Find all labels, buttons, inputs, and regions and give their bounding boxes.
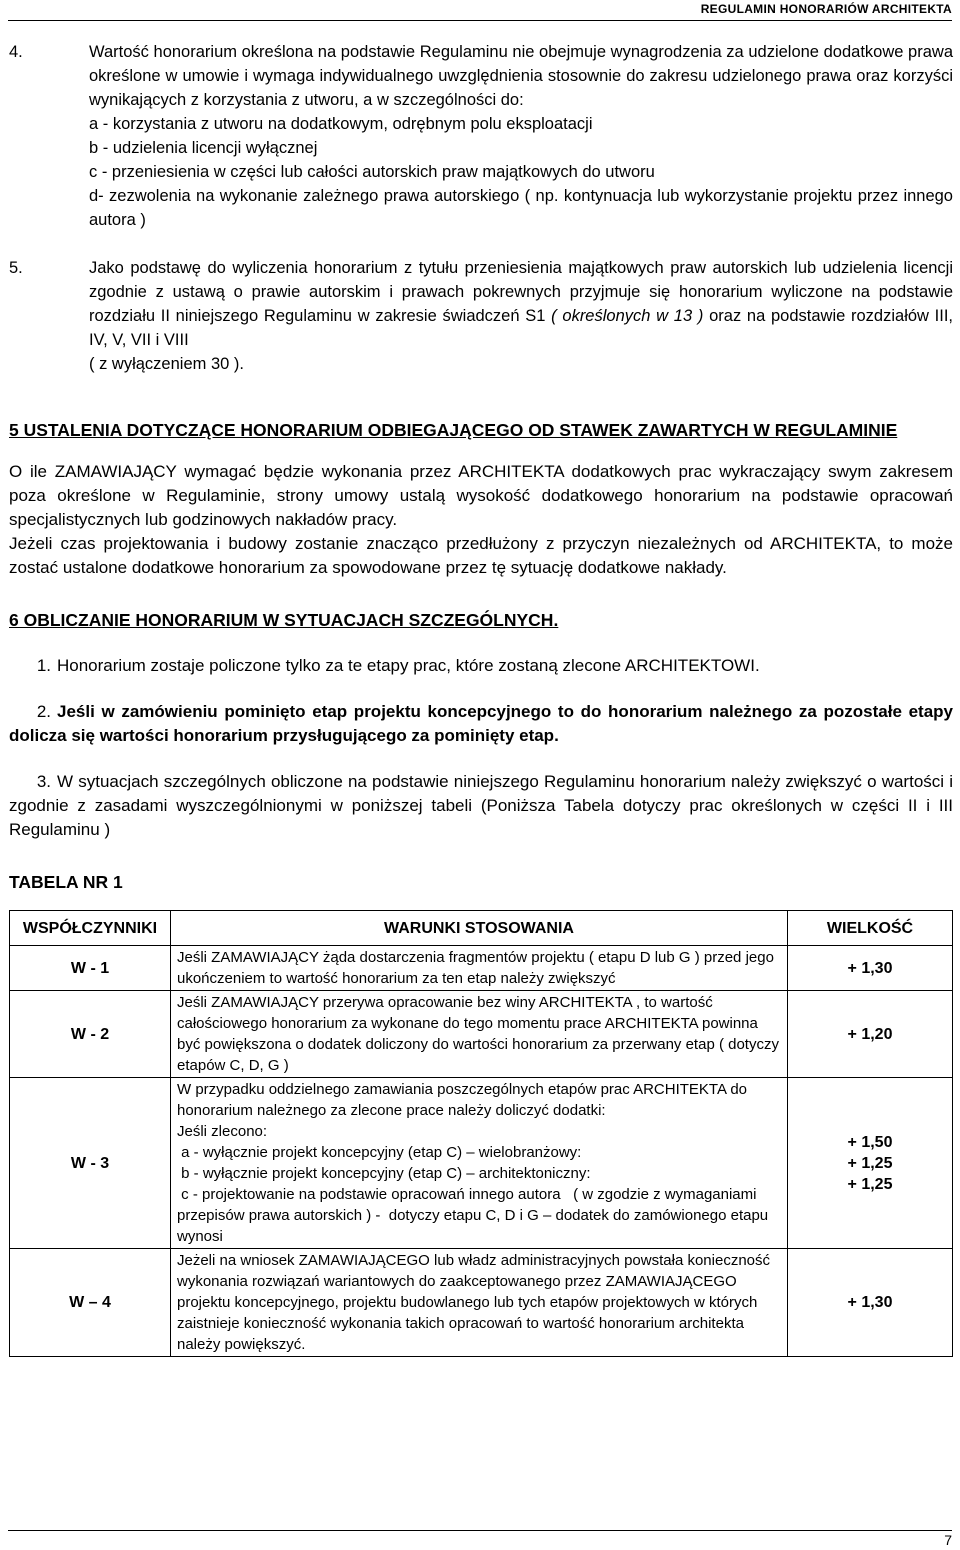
value-line: + 1,30 xyxy=(847,1294,893,1311)
condition-line: W przypadku oddzielnego zamawiania poszczególnych etapów prac ARCHITEKTA do honorarium należnego za zlecone prace należy doliczyć dodatki: xyxy=(177,1081,748,1119)
section-5-paragraph-1: O ile ZAMAWIAJĄCY wymagać będzie wykonania przez ARCHITEKTA dodatkowych prac wykraczający swym zakresem poza określone w Regulaminie, strony umowy ustalą wysokość dodatkowego honorarium na podstawie opracowań specjalistycznych lub godzinowych nakładów pracy. xyxy=(9,462,953,529)
table-row xyxy=(10,1078,953,1249)
document-body xyxy=(9,40,953,1357)
table-title: TABELA NR 1 xyxy=(9,872,123,892)
document-header-title: REGULAMIN HONORARIÓW ARCHITEKTA xyxy=(700,2,952,16)
value-line: + 1,30 xyxy=(847,959,893,977)
condition-text xyxy=(171,1249,788,1357)
item-number: 5. xyxy=(9,259,23,277)
section-6-heading: 6 OBLICZANIE HONORARIUM W SYTUACJACH SZCZEGÓLNYCH. xyxy=(9,610,559,630)
subitem-d: d- zezwolenia na wykonanie zależnego prawa autorskiego ( np. kontynuacja lub wykorzystanie projektu przez innego autora ) xyxy=(89,187,953,229)
condition-line: b - wyłącznie projekt koncepcyjny (etap C) – architektoniczny: xyxy=(177,1165,591,1182)
section-6-point-2 xyxy=(9,700,953,748)
subitem-c: c - przeniesienia w części lub całości autorskich praw majątkowych do utworu xyxy=(89,163,655,181)
item5-text-b: oraz na podstawie rozdziałów III, IV, V, VII i VIII xyxy=(89,307,954,349)
point-text: W sytuacjach szczególnych obliczone na podstawie niniejszego Regulaminu honorarium należy zwiększyć o wartości i zgodnie z zasadami wyszczególnionymi w poniższej tabeli (Poniższa Tabela dotyczy prac określonych w części II i III Regulaminu ) xyxy=(9,772,953,839)
coefficients-table xyxy=(9,910,953,1357)
condition-line: c - projektowanie na podstawie opracowań innego autora ( w zgodzie z wymaganiami przepisów prawa autorskich ) - dotyczy etapu C, D i G – dodatek do zamówionego etapu wynosi xyxy=(177,1186,773,1245)
subitem-a: a - korzystania z utworu na dodatkowym, odrębnym polu eksploatacji xyxy=(89,115,593,133)
coefficient-code: W - 3 xyxy=(10,1078,171,1249)
section-6-point-3 xyxy=(9,770,953,842)
condition-text xyxy=(171,946,788,991)
point-number: 3. xyxy=(36,772,51,791)
header-value: WIELKOŚĆ xyxy=(788,911,953,946)
item5-text-a: Jako podstawę do wyliczenia honorarium z tytułu przeniesienia majątkowych praw autorskich lub udzielenia licencji zgodnie z ustawą o prawie autorskim i prawach pokrewnych przyjmuje się honorarium wyliczone na podstawie rozdziału II niniejszego Regulaminu w zakresie świadczeń S1 xyxy=(89,259,953,325)
condition-line: Jeśli zlecono: xyxy=(177,1123,268,1140)
section-5-heading: 5 USTALENIA DOTYCZĄCE HONORARIUM ODBIEGAJĄCEGO OD STAWEK ZAWARTYCH W REGULAMINIE xyxy=(9,420,898,440)
table-row xyxy=(10,1249,953,1357)
coefficient-value xyxy=(788,1078,953,1249)
coefficient-code: W – 4 xyxy=(10,1249,171,1357)
list-item-4 xyxy=(9,40,953,232)
coefficient-value xyxy=(788,1249,953,1357)
item-number: 4. xyxy=(9,43,23,61)
value-line: + 1,25 xyxy=(847,1175,893,1193)
header-coefficients: WSPÓŁCZYNNIKI xyxy=(10,911,171,946)
subitem-b: b - udzielenia licencji wyłącznej xyxy=(89,139,318,157)
header-conditions: WARUNKI STOSOWANIA xyxy=(171,911,788,946)
condition-line: a - wyłącznie projekt koncepcyjny (etap C) – wielobranżowy: xyxy=(177,1144,582,1161)
header-divider xyxy=(8,20,952,21)
value-line: + 1,50 xyxy=(847,1133,893,1151)
value-line: + 1,25 xyxy=(847,1154,893,1172)
condition-line: Jeżeli na wniosek ZAMAWIAJĄCEGO lub władz administracyjnych powstała konieczność wykonania rozwiązań wariantowych do zaakceptowanego przez ZAMAWIAJĄCEGO projektu koncepcyjnego, projektu budowlanego lub tych etapów projektowych w których zaistnieje konieczność wykonania takich opracowań to wartość honorarium architekta należy powiększyć. xyxy=(177,1252,771,1353)
condition-text xyxy=(171,991,788,1078)
coefficient-value xyxy=(788,991,953,1078)
table-row xyxy=(10,991,953,1078)
table-header-row xyxy=(10,911,953,946)
list-item-5 xyxy=(9,256,953,376)
section-6-point-1 xyxy=(9,654,953,678)
point-text: Honorarium zostaje policzone tylko za te etapy prac, które zostaną zlecone ARCHITEKTOWI. xyxy=(57,656,760,675)
table-row xyxy=(10,946,953,991)
item-text xyxy=(89,256,953,376)
coefficient-code: W - 2 xyxy=(10,991,171,1078)
item5-text-c: ( z wyłączeniem 30 ). xyxy=(89,355,244,373)
coefficient-value xyxy=(788,946,953,991)
section-5-paragraph-2: Jeżeli czas projektowania i budowy zostanie znacząco przedłużony z przyczyn niezależnych od ARCHITEKTA, to może zostać ustalone dodatkowe honorarium za spowodowane przez tę sytuację dodatkowe nakłady. xyxy=(9,534,953,577)
item-text: Wartość honorarium określona na podstawie Regulaminu nie obejmuje wynagrodzenia za udzielone dodatkowe prawa określone w umowie i wymaga indywidualnego uwzględnienia stosownie do zakresu udzielonego prawa oraz korzyści wynikających z korzystania z utworu, a w szczególności do: xyxy=(89,43,953,109)
point-text: Jeśli w zamówieniu pominięto etap projektu koncepcyjnego to do honorarium należnego za pozostałe etapy dolicza się wartości honorarium przysługującego za pominięty etap. xyxy=(9,702,953,745)
point-number: 1. xyxy=(36,656,51,675)
footer-divider xyxy=(8,1530,952,1531)
coefficient-code: W - 1 xyxy=(10,946,171,991)
point-number: 2. xyxy=(36,702,51,721)
condition-line: Jeśli ZAMAWIAJĄCY przerywa opracowanie bez winy ARCHITEKTA , to wartość całościowego honorarium za wykonane do tego momentu prace ARCHITEKTA powinna być powiększona o dodatek doliczony do wartości honorarium za przerwany etap ( dotyczy etapów C, D, G ) xyxy=(177,994,779,1074)
value-line: + 1,20 xyxy=(847,1025,893,1043)
condition-text xyxy=(171,1078,788,1249)
page-number: 7 xyxy=(944,1532,952,1548)
item5-text-italic: ( określonych w 13 ) xyxy=(551,307,704,325)
condition-line: Jeśli ZAMAWIAJĄCY żąda dostarczenia fragmentów projektu ( etapu D lub G ) przed jego ukończeniem to wartość honorarium za ten etap należy zwiększyć xyxy=(177,949,774,987)
